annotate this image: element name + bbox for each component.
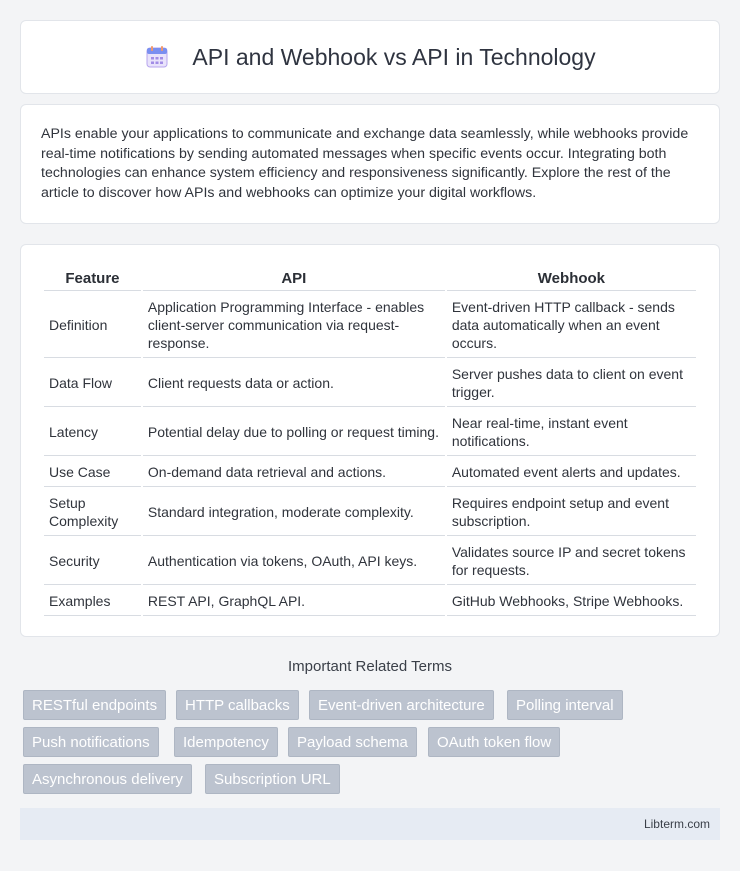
table-header-row bbox=[44, 267, 696, 291]
tag-push-notifications[interactable]: Push notifications bbox=[23, 727, 159, 757]
tag-restful-endpoints[interactable]: RESTful endpoints bbox=[23, 690, 166, 720]
table-row bbox=[44, 409, 696, 456]
api-cell: On-demand data retrieval and actions. bbox=[143, 458, 445, 487]
webhook-cell: Requires endpoint setup and event subscription. bbox=[447, 489, 696, 536]
tag-oauth-token-flow[interactable]: OAuth token flow bbox=[428, 727, 560, 757]
header-feature: Feature bbox=[44, 267, 141, 291]
tag-idempotency[interactable]: Idempotency bbox=[174, 727, 278, 757]
header-card bbox=[20, 20, 720, 94]
api-cell: Standard integration, moderate complexity. bbox=[143, 489, 445, 536]
webhook-cell: Automated event alerts and updates. bbox=[447, 458, 696, 487]
api-cell: REST API, GraphQL API. bbox=[143, 587, 445, 616]
table-row bbox=[44, 538, 696, 585]
intro-text: APIs enable your applications to communicate and exchange data seamlessly, while webhooks provide real-time notifications by sending automated messages when specific events occur. Integrating both technologies can enhance system efficiency and responsiveness significantly. Explore the rest of the article to discover how APIs and webhooks can optimize your digital workflows. bbox=[41, 126, 689, 201]
related-terms-title: Important Related Terms bbox=[288, 658, 452, 675]
tag-payload-schema[interactable]: Payload schema bbox=[288, 727, 417, 757]
api-cell: Authentication via tokens, OAuth, API keys. bbox=[143, 538, 445, 585]
page-title: API and Webhook vs API in Technology bbox=[192, 43, 596, 70]
table-row bbox=[44, 293, 696, 358]
tag-http-callbacks[interactable]: HTTP callbacks bbox=[176, 690, 299, 720]
table-row bbox=[44, 489, 696, 536]
feature-cell: Setup Complexity bbox=[44, 489, 141, 536]
api-cell: Application Programming Interface - enables client-server communication via request-response. bbox=[143, 293, 445, 358]
tag-subscription-url[interactable]: Subscription URL bbox=[205, 764, 340, 794]
feature-cell: Data Flow bbox=[44, 360, 141, 407]
webhook-cell: Event-driven HTTP callback - sends data automatically when an event occurs. bbox=[447, 293, 696, 358]
tag-polling-interval[interactable]: Polling interval bbox=[507, 690, 623, 720]
feature-cell: Examples bbox=[44, 587, 141, 616]
header-webhook: Webhook bbox=[447, 267, 696, 291]
api-cell: Client requests data or action. bbox=[143, 360, 445, 407]
webhook-cell: Validates source IP and secret tokens for requests. bbox=[447, 538, 696, 585]
table-row bbox=[44, 360, 696, 407]
webhook-cell: Near real-time, instant event notifications. bbox=[447, 409, 696, 456]
tag-event-driven-architecture[interactable]: Event-driven architecture bbox=[309, 690, 494, 720]
api-cell: Potential delay due to polling or request timing. bbox=[143, 409, 445, 456]
feature-cell: Definition bbox=[44, 293, 141, 358]
tag-asynchronous-delivery[interactable]: Asynchronous delivery bbox=[23, 764, 192, 794]
feature-cell: Latency bbox=[44, 409, 141, 456]
table-row bbox=[44, 458, 696, 487]
webhook-cell: GitHub Webhooks, Stripe Webhooks. bbox=[447, 587, 696, 616]
comparison-card bbox=[20, 244, 720, 637]
webhook-cell: Server pushes data to client on event trigger. bbox=[447, 360, 696, 407]
table-row bbox=[44, 587, 696, 616]
comparison-table bbox=[42, 265, 698, 618]
feature-cell: Security bbox=[44, 538, 141, 585]
feature-cell: Use Case bbox=[44, 458, 141, 487]
intro-card bbox=[20, 104, 720, 224]
calendar-icon bbox=[144, 44, 170, 70]
header-api: API bbox=[143, 267, 445, 291]
footer-site-link[interactable]: Libterm.com bbox=[643, 817, 710, 831]
title-wrap bbox=[144, 44, 595, 71]
footer bbox=[20, 808, 720, 840]
